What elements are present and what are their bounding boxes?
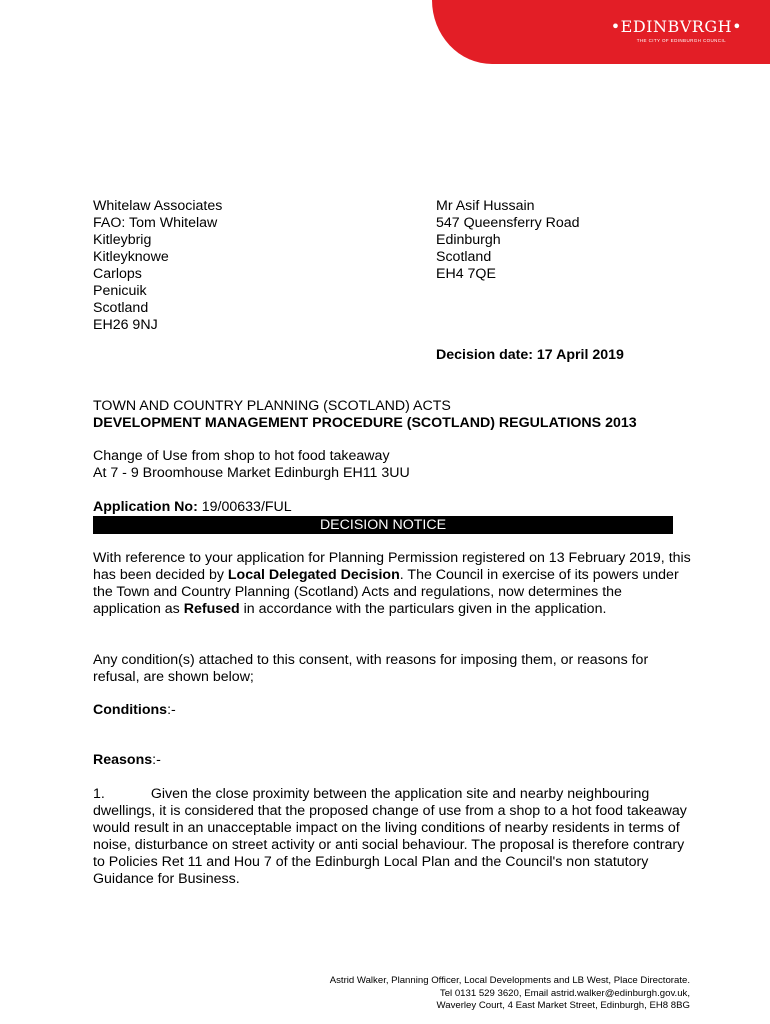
reasons-heading — [93, 752, 693, 769]
address-line: FAO: Tom Whitelaw — [93, 215, 218, 231]
decision-date: Decision date: 17 April 2019 — [436, 347, 624, 363]
footer-line: Astrid Walker, Planning Officer, Local Developments and LB West, Place Directorate. — [329, 975, 690, 986]
address-line: EH4 7QE — [436, 266, 496, 282]
conditions-heading — [93, 702, 693, 719]
address-line: Edinburgh — [436, 232, 501, 248]
application-value: 19/00633/FUL — [197, 499, 292, 515]
proposal-description: Change of Use from shop to hot food takeaway — [93, 448, 390, 464]
act-title: TOWN AND COUNTRY PLANNING (SCOTLAND) ACTS — [93, 398, 451, 414]
footer-line: Tel 0131 529 3620, Email astrid.walker@edinburgh.gov.uk, — [439, 987, 690, 999]
decision-notice-banner: DECISION NOTICE — [93, 516, 673, 534]
address-line: EH26 9NJ — [93, 317, 158, 333]
address-line: Kitleybrig — [93, 232, 152, 248]
address-line: 547 Queensferry Road — [436, 215, 580, 231]
recipient-address — [436, 198, 736, 283]
application-label: Application No: — [93, 499, 198, 515]
act-heading — [93, 398, 693, 432]
address-line: Mr Asif Hussain — [436, 198, 535, 214]
application-number — [93, 499, 693, 516]
logo-subtitle: THE CITY OF EDINBURGH COUNCIL — [636, 38, 726, 43]
reason-item — [93, 786, 693, 888]
regulations-title: DEVELOPMENT MANAGEMENT PROCEDURE (SCOTLAND) REGULATIONS 2013 — [93, 415, 637, 431]
paragraph-text: in accordance with the particulars given in the application. — [239, 601, 607, 617]
decision-type: Local Delegated Decision — [227, 567, 400, 583]
officer-footer — [330, 975, 690, 1013]
decision-outcome: Refused — [183, 601, 240, 617]
footer-line: Waverley Court, 4 East Market Street, Edinburgh, EH8 8BG — [436, 1000, 690, 1011]
reasons-label: Reasons — [93, 752, 153, 768]
conditions-intro: Any condition(s) attached to this consent, with reasons for imposing them, or reasons for refusal, are shown below; — [93, 652, 649, 685]
paragraph-text: . The Council in exercise of its powers under the Town and Country Planning (Scotland) Acts and regulations, now determines the application as — [93, 567, 679, 617]
address-line: Whitelaw Associates — [93, 198, 223, 214]
address-line: Carlops — [93, 266, 142, 282]
proposal-location: At 7 - 9 Broomhouse Market Edinburgh EH11 3UU — [93, 465, 410, 481]
reasons-suffix: :- — [152, 752, 161, 768]
reason-text: Given the close proximity between the application site and nearby neighbouring dwellings, it is considered that the proposed change of use from a shop to a hot food takeaway would result in an unacceptable impact on the living conditions of nearby residents in terms of noise, disturbance on street activity or anti social behaviour. The proposal is therefore contrary to Policies Ret 11 and Hou 7 of the Edinburgh Local Plan and the Council's non statutory Guidance for Business. — [93, 786, 687, 887]
logo-wordmark: •EDINBVRGH• — [610, 17, 742, 36]
conditions-label: Conditions — [93, 702, 168, 718]
address-line: Kitleyknowe — [93, 249, 169, 265]
address-line: Scotland — [93, 300, 149, 316]
proposal-details — [93, 448, 693, 482]
paragraph-text: With reference to your application for Planning Permission registered on 13 February 2019, this has been decided by — [93, 550, 691, 583]
council-logo — [432, 0, 770, 64]
address-line: Penicuik — [93, 283, 147, 299]
sender-address — [93, 198, 393, 334]
decision-paragraph — [93, 550, 691, 618]
address-line: Scotland — [436, 249, 492, 265]
reason-number: 1. — [93, 786, 105, 802]
conditions-suffix: :- — [167, 702, 176, 718]
